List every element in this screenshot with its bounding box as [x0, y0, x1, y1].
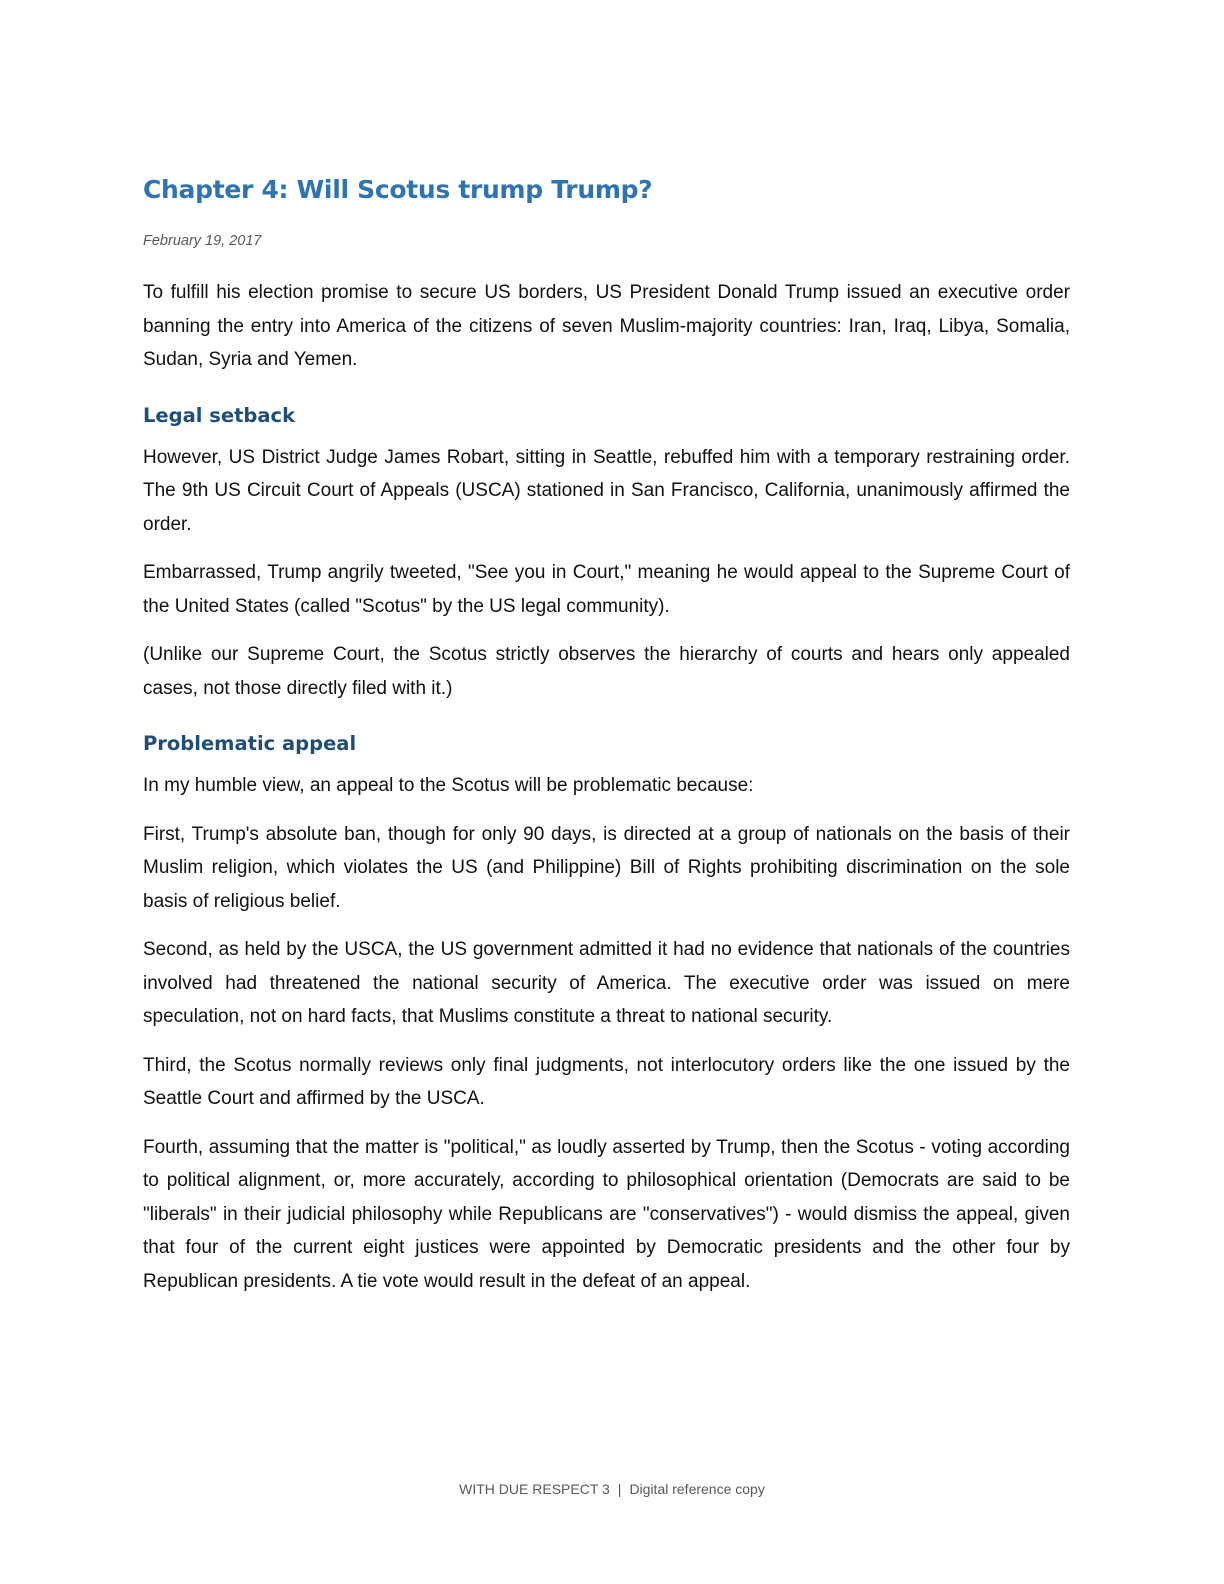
chapter-title: Chapter 4: Will Scotus trump Trump?	[143, 175, 653, 204]
section-heading-legal-setback: Legal setback	[143, 403, 296, 427]
footer-note: Digital reference copy	[629, 1481, 765, 1497]
page-content	[143, 170, 1070, 1298]
paragraph: However, US District Judge James Robart, sitting in Seattle, rebuffed him with a temporary restraining order. The 9th US Circuit Court of Appeals (USCA) stationed in San Francisco, California, unanimously affirmed the order.	[143, 446, 1070, 535]
intro-paragraph: To fulfill his election promise to secure US borders, US President Donald Trump issued an executive order banning the entry into America of the citizens of seven Muslim-majority countries: Iran, Iraq, Libya, Somalia, Sudan, Syria and Yemen.	[143, 282, 1070, 370]
publication-date: February 19, 2017	[143, 233, 262, 249]
paragraph: In my humble view, an appeal to the Scotus will be problematic because:	[143, 775, 754, 796]
paragraph: First, Trump's absolute ban, though for only 90 days, is directed at a group of nationals on the basis of their Muslim religion, which violates the US (and Philippine) Bill of Rights prohibiting discrimination on the sole basis of religious belief.	[143, 823, 1070, 912]
paragraph: Embarrassed, Trump angrily tweeted, "See you in Court," meaning he would appeal to the Supreme Court of the United States (called "Scotus" by the US legal community).	[143, 562, 1070, 617]
footer-book-page: WITH DUE RESPECT 3	[459, 1481, 610, 1497]
page-footer	[0, 1479, 1224, 1499]
paragraph: (Unlike our Supreme Court, the Scotus strictly observes the hierarchy of courts and hears only appealed cases, not those directly filed with it.)	[143, 644, 1070, 699]
paragraph: Second, as held by the USCA, the US government admitted it had no evidence that nationals of the countries involved had threatened the national security of America. The executive order was issued on mere speculation, not on hard facts, that Muslims constitute a threat to national security.	[143, 939, 1070, 1027]
paragraph: Fourth, assuming that the matter is "political," as loudly asserted by Trump, then the Scotus - voting according to political alignment, or, more accurately, according to philosophical orientation (Democrats are said to be "liberals" in their judicial philosophy while Republicans are "conservatives") - would dismiss the appeal, given that four of the current eight justices were appointed by Democratic presidents and the other four by Republican presidents. A tie vote would result in the defeat of an appeal.	[143, 1136, 1070, 1292]
footer-separator: |	[617, 1481, 622, 1497]
section-heading-problematic-appeal: Problematic appeal	[143, 732, 357, 755]
paragraph: Third, the Scotus normally reviews only final judgments, not interlocutory orders like the one issued by the Seattle Court and affirmed by the USCA.	[143, 1054, 1070, 1109]
